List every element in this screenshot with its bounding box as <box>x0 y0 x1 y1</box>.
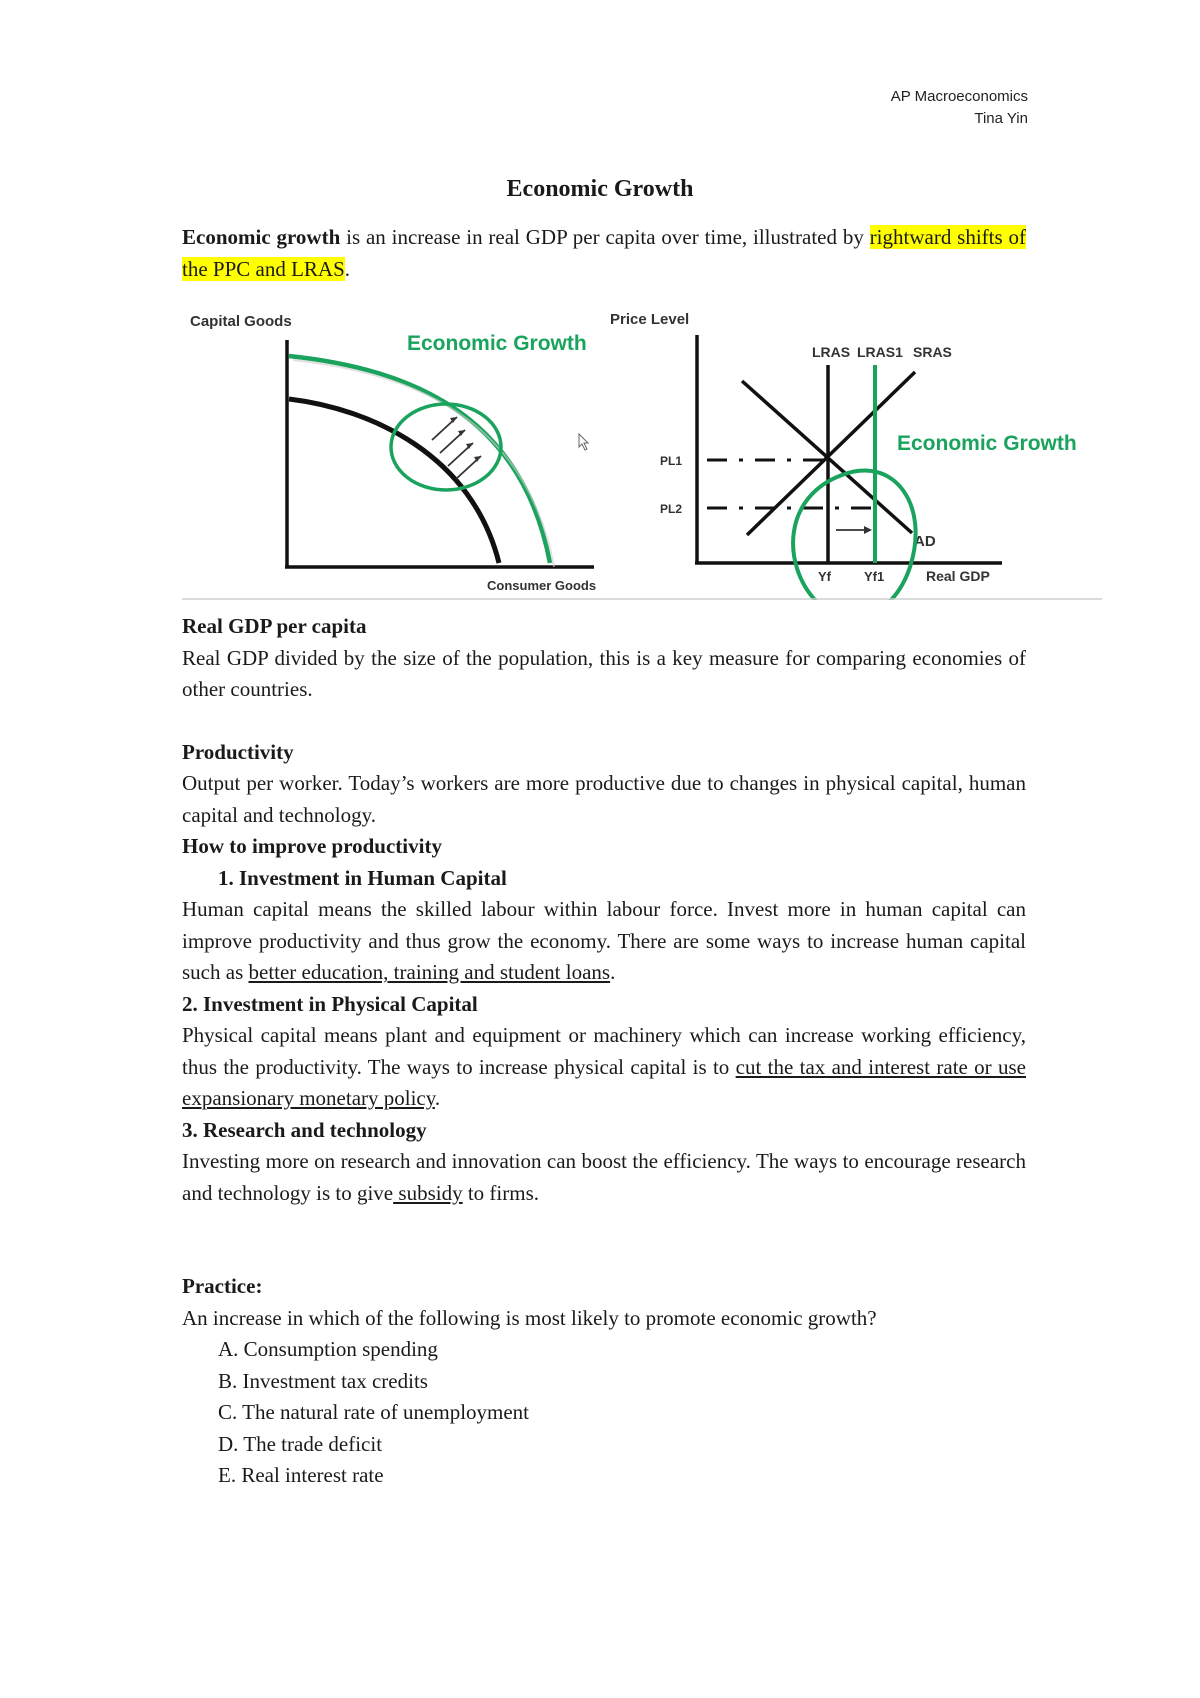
gdp-per-capita-body: Real GDP divided by the size of the population, this is a key measure for comparing economies of other countries. <box>182 645 1026 701</box>
page-header <box>891 86 1028 130</box>
research-heading: 3. Research and technology <box>182 1117 427 1142</box>
answer-option-e: E. Real interest rate <box>218 1463 384 1487</box>
physical-capital-heading: 2. Investment in Physical Capital <box>182 991 478 1016</box>
course-name: AP Macroeconomics <box>890 88 1028 105</box>
lras1-label: LRAS1 <box>857 344 903 360</box>
answer-option-c: C. The natural rate of unemployment <box>218 1400 530 1424</box>
human-capital-underline: better education, training and student loans <box>248 960 611 984</box>
author-name: Tina Yin <box>974 110 1028 127</box>
ad-label: AD <box>914 533 936 550</box>
lras-shift-arrowhead <box>864 526 872 534</box>
gdp-per-capita-heading: Real GDP per capita <box>182 614 367 638</box>
research-end: to firms. <box>462 1180 539 1205</box>
ppc-shifted-curve <box>289 356 550 563</box>
document-body <box>182 222 1026 285</box>
sras-label: SRAS <box>913 344 952 360</box>
practice-question: An increase in which of the following is most likely to promote economic growth? <box>182 1305 877 1330</box>
yf-label: Yf <box>818 569 831 584</box>
intro-highlight: rightward shifts of the PPC and LRAS <box>182 225 1026 281</box>
ppc-y-axis-label: Capital Goods <box>190 313 292 330</box>
how-to-heading: How to improve productivity <box>182 834 442 858</box>
answer-option-b: B. Investment tax credits <box>218 1368 428 1393</box>
research-text: Investing more on research and innovation can boost the efficiency. The ways to encourage research and technology is to give <box>182 1149 1026 1205</box>
economic-growth-figure <box>182 305 1102 600</box>
human-capital-heading: 1. Investment in Human Capital <box>218 865 507 890</box>
physical-capital-end: . <box>434 1086 441 1110</box>
ppc-caption: Economic Growth <box>407 332 587 355</box>
ppc-original-curve <box>289 399 499 563</box>
document-body-continued <box>182 611 1026 1492</box>
answer-option-a: A. Consumption spending <box>218 1337 438 1361</box>
human-capital-end: . <box>610 960 616 984</box>
physical-capital-body <box>182 1020 1026 1115</box>
adas-y-axis-label: Price Level <box>610 311 690 328</box>
ppc-x-axis-label: Consumer Goods <box>487 578 597 593</box>
productivity-body: Output per worker. Today’s workers are more productive due to changes in physical capital, human capital and technology. <box>182 771 1026 827</box>
spacer <box>182 706 1026 737</box>
intro-term: Economic growth <box>182 225 341 249</box>
sras-curve <box>747 372 915 535</box>
cursor-icon <box>579 434 588 450</box>
spacer <box>182 1209 1026 1271</box>
adas-x-axis-label: Real GDP <box>926 568 990 584</box>
page-title: Economic Growth <box>506 176 694 202</box>
intro-text: is an increase in real GDP per capita over time, illustrated by <box>340 225 870 249</box>
physical-capital-underline: cut the tax and interest rate or use expansionary monetary policy <box>182 1054 1026 1110</box>
lras-label: LRAS <box>812 344 851 360</box>
practice-heading: Practice: <box>182 1274 263 1298</box>
research-underline: subsidy <box>393 1180 463 1205</box>
yf1-label: Yf1 <box>864 569 885 584</box>
pl2-label: PL2 <box>660 502 683 516</box>
productivity-heading: Productivity <box>182 739 294 764</box>
answer-option-d: D. The trade deficit <box>218 1431 383 1456</box>
human-capital-body <box>182 894 1026 989</box>
intro-end: . <box>344 256 351 281</box>
research-body <box>182 1146 1026 1209</box>
pl1-label: PL1 <box>660 454 683 468</box>
human-capital-text: Human capital means the skilled labour within labour force. Invest more in human capital can improve productivity and thus grow the economy. There are some ways to increase human capital such as <box>182 897 1026 984</box>
adas-growth-circle <box>793 471 916 600</box>
intro-paragraph <box>182 222 1026 285</box>
adas-caption: Economic Growth <box>897 432 1077 455</box>
physical-capital-text: Physical capital means plant and equipment or machinery which can increase working efficiency, thus the productivity. The ways to increase physical capital is to <box>182 1023 1026 1079</box>
